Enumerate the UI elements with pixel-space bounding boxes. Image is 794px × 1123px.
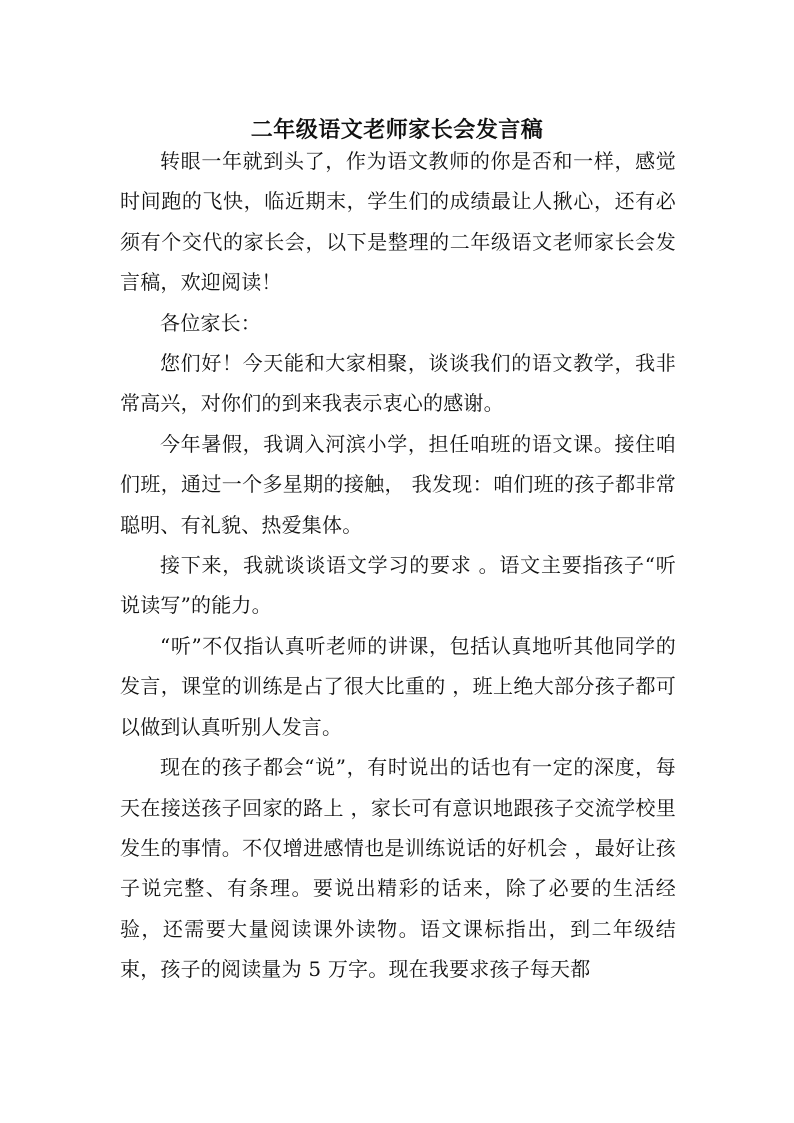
paragraph-speaking: 现在的孩子都会“说”，有时说出的话也有一定的深度，每天在接送孩子回家的路上 ，家长可有意识地跟孩子交流学校里发生的事情。不仅增进感情也是训练说话的好机会 ，最好让孩子说完整、有条理。要说出精彩的话来，除了必要的生活经验，还需要大量阅读课外读物。语文课标指出，到二年级结束，孩子的阅读量为 5 万字。现在我要求孩子每天都	[120, 755, 676, 982]
paragraph-class-introduction: 今年暑假，我调入河滨小学，担任咱班的语文课。接住咱们班，通过一个多星期的接触， 我发现：咱们班的孩子都非常聪明、有礼貌、热爱集体。	[120, 431, 676, 537]
paragraph-greeting: 您们好！今天能和大家相聚，谈谈我们的语文教学，我非常高兴，对你们的到来我表示衷心的感谢。	[120, 351, 676, 416]
document-body	[120, 141, 676, 990]
paragraph-salutation: 各位家长：	[160, 310, 261, 335]
paragraph-intro: 转眼一年就到头了，作为语文教师的你是否和一样，感觉时间跑的飞快，临近期末，学生们的成绩最让人揪心，还有必须有个交代的家长会，以下是整理的二年级语文老师家长会发言稿，欢迎阅读！	[120, 149, 676, 295]
document-title: 二年级语文老师家长会发言稿	[250, 116, 544, 143]
paragraph-learning-requirements: 接下来，我就谈谈语文学习的要求 。语文主要指孩子“听说读写”的能力。	[120, 553, 676, 618]
paragraph-listening: “听”不仅指认真听老师的讲课，包括认真地听其他同学的发言，课堂的训练是占了很大比重的 ，班上绝大部分孩子都可以做到认真听别人发言。	[120, 633, 676, 739]
